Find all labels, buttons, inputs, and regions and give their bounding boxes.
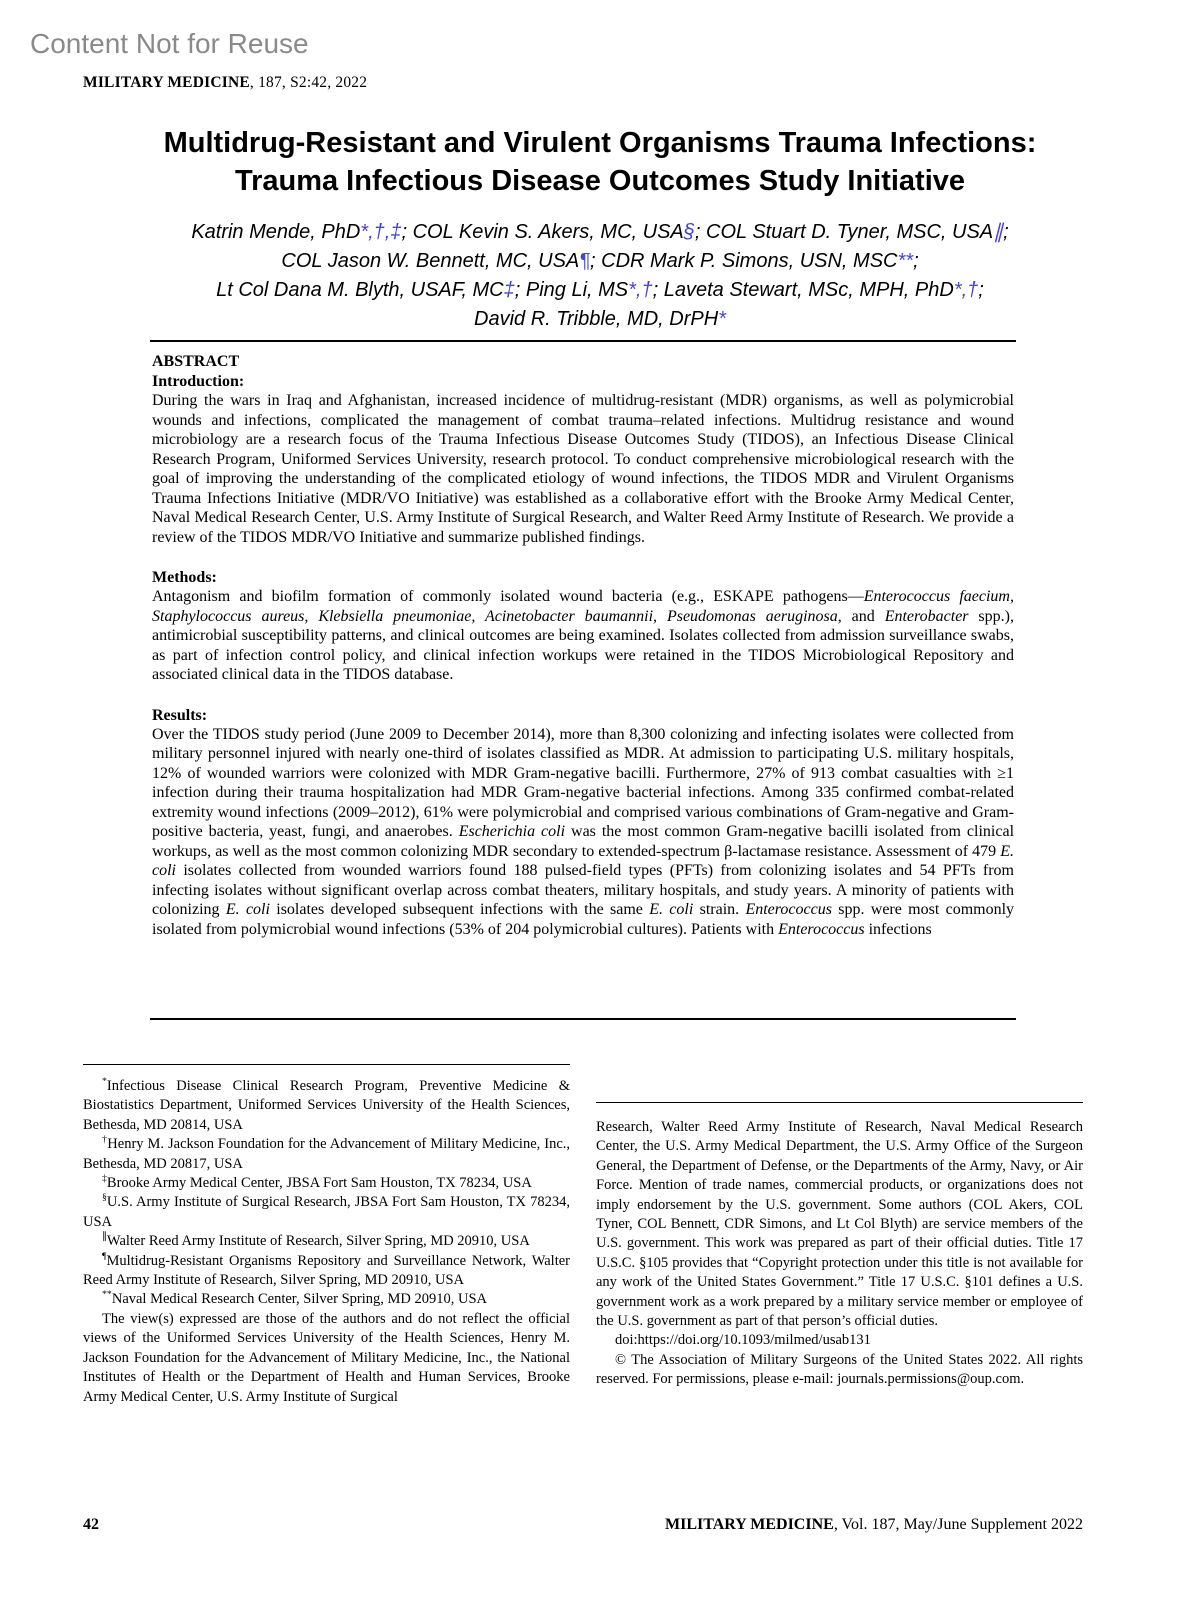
affiliation-footnote: ¶Multidrug-Resistant Organisms Repository and Surveillance Network, Walter Reed Army Institute of Research, Silver Spring, MD 20910, USA [83, 1250, 570, 1289]
author-line-3: Lt Col Dana M. Blyth, USAF, MC‡; Ping Li, MS*,†; Laveta Stewart, MSc, MPH, PhD*,†; [216, 279, 984, 301]
methods-heading: Methods: [152, 569, 217, 586]
page-number: 42 [83, 1516, 99, 1533]
journal-issue-info: , 187, S2:42, 2022 [249, 74, 368, 91]
author-line-2: COL Jason W. Bennett, MC, USA¶; CDR Mark P. Simons, USN, MSC**; [281, 250, 919, 272]
affiliation-symbol-link[interactable]: § [683, 221, 695, 243]
journal-masthead [83, 74, 367, 92]
affiliation-symbol-link[interactable]: ∥ [993, 221, 1004, 243]
affiliation-symbol-link[interactable]: ¶ [579, 250, 591, 272]
disclaimer-paragraph: The view(s) expressed are those of the authors and do not reflect the official views of the Uniformed Services University of the Health Sciences, Henry M. Jackson Foundation for the Advancement of Military Medicine, Inc., the National Institutes of Health or the Department of Health and Human Services, Brooke Army Medical Center, U.S. Army Institute of Surgical [83, 1310, 570, 1405]
results-heading: Results: [152, 706, 208, 724]
author-line-4: David R. Tribble, MD, DrPH* [474, 308, 726, 330]
footer-journal-name: MILITARY MEDICINE [665, 1516, 834, 1533]
article-title [0, 124, 1200, 200]
affiliation-footnote: ∥Walter Reed Army Institute of Research, Silver Spring, MD 20910, USA [102, 1231, 530, 1250]
disclaimer-continuation: Research, Walter Reed Army Institute of Research, Naval Medical Research Center, the U.S. Army Medical Department, the U.S. Army Office of the Surgeon General, the Department of Defense, or the Departments of the Army, Navy, or Air Force. Mention of trade names, commercial products, or organizations does not imply endorsement by the U.S. government. Some authors (COL Akers, COL Tyner, COL Bennett, CDR Simons, and Lt Col Blyth) are service members of the U.S. government. This work was prepared as part of their official duties. Title 17 U.S.C. §105 provides that “Copyright protection under this title is not available for any work of the United States Government.” Title 17 U.S.C. §101 defines a U.S. government work as a work prepared by a military service member or employee of the U.S. government as part of that person’s official duties. [596, 1119, 1083, 1330]
affiliation-footnote: ‡Brooke Army Medical Center, JBSA Fort Sam Houston, TX 78234, USA [102, 1173, 532, 1192]
doi-line: doi:https://doi.org/10.1093/milmed/usab131 [615, 1332, 871, 1349]
affiliation-symbol-link[interactable]: ** [897, 250, 914, 272]
introduction-paragraph: During the wars in Iraq and Afghanistan, increased incidence of multidrug-resistant (MDR) organisms, as well as polymicrobial wounds and infections, complicated the management of combat trauma–related infections. Multidrug resistance and wound microbiology are a research focus of the Trauma Infectious Disease Outcomes Study (TIDOS), an Infectious Disease Clinical Research Program, Uniformed Services University, research protocol. To conduct comprehensive microbiological research with the goal of improving the understanding of the complicated etiology of wound infections, the TIDOS MDR and Virulent Organisms Trauma Infections Initiative (MDR/VO Initiative) was established as a collaborative effort with the Brooke Army Medical Center, Naval Medical Research Center, U.S. Army Institute of Surgical Research, and Walter Reed Army Institute of Research. We provide a review of the TIDOS MDR/VO Initiative and summarize published findings. [152, 392, 1014, 546]
author-line-1: Katrin Mende, PhD*,†,‡; COL Kevin S. Akers, MC, USA§; COL Stuart D. Tyner, MSC, USA∥; [191, 221, 1009, 243]
affiliation-footnote: †Henry M. Jackson Foundation for the Advancement of Military Medicine, Inc., Bethesda, MD 20817, USA [83, 1134, 571, 1172]
footer-issue-info: , Vol. 187, May/June Supplement 2022 [833, 1516, 1083, 1533]
affiliation-symbol-link[interactable]: *,† [628, 279, 653, 301]
affiliation-symbol-link[interactable]: ‡ [503, 279, 515, 301]
author-list [0, 218, 1200, 334]
abstract-heading: ABSTRACT [152, 353, 240, 370]
affiliation-footnote: **Naval Medical Research Center, Silver Spring, MD 20910, USA [102, 1289, 487, 1308]
footnotes-right-column [596, 1102, 1083, 1390]
methods-paragraph: Antagonism and biofilm formation of commonly isolated wound bacteria (e.g., ESKAPE pathogens—Enterococcus faecium, Staphylococcus aureus, Klebsiella pneumoniae, Acinetobacter baumannii, Pseudomonas aeruginosa, and Enterobacter spp.), antimicrobial susceptibility patterns, and clinical outcomes are being examined. Isolates collected from admission surveillance swabs, as part of infection control policy, and clinical infection workups were retained in the TIDOS Microbiological Repository and associated clinical data in the TIDOS database. [152, 588, 1014, 683]
footnotes-area [83, 1064, 1083, 1407]
affiliation-symbol-link[interactable]: *,†,‡ [360, 221, 402, 243]
article-title-line-2: Trauma Infectious Disease Outcomes Study Initiative [234, 165, 966, 197]
results-paragraph: Over the TIDOS study period (June 2009 to December 2014), more than 8,300 colonizing and infecting isolates were collected from military personnel injured with nearly one-third of isolates classified as MDR. At admission to participating U.S. military hospitals, 12% of wounded warriors were colonized with MDR Gram-negative bacilli. Furthermore, 27% of 913 combat casualties with ≥1 infection during their trauma hospitalization had MDR Gram-negative bacterial infections. Among 335 confirmed combat-related extremity wound infections (2009–2012), 61% were polymicrobial and comprised various combinations of Gram-negative and Gram-positive bacteria, yeast, fungi, and anaerobes. Escherichia coli was the most common Gram-negative bacilli isolated from clinical workups, as well as the most common colonizing MDR secondary to extended-spectrum β-lactamase resistance. Assessment of 479 E. coli isolates collected from wounded warriors found 188 pulsed-field types (PFTs) from colonizing isolates and 54 PFTs from infecting isolates without significant overlap across combat theaters, military hospitals, and study years. A minority of patients with colonizing E. coli isolates developed subsequent infections with the same E. coli strain. Enterococcus spp. were most commonly isolated from polymicrobial wound infections (53% of 204 polymicrobial cultures). Patients with Enterococcus infections [152, 725, 1015, 938]
journal-name: MILITARY MEDICINE [83, 74, 250, 91]
copyright-notice: © The Association of Military Surgeons of the United States 2022. All rights reserved. For permissions, please e-mail: journals.permissions@oup.com. [596, 1351, 1083, 1388]
affiliation-symbol-link[interactable]: * [718, 308, 726, 330]
content-not-for-reuse-watermark: Content Not for Reuse [30, 28, 309, 59]
abstract-section [150, 340, 1016, 1020]
footnotes-left-column [83, 1064, 570, 1407]
article-title-line-1: Multidrug-Resistant and Virulent Organisms Trauma Infections: [163, 127, 1037, 159]
affiliation-footnote: *Infectious Disease Clinical Research Program, Preventive Medicine & Biostatistics Department, Uniformed Services University of the Health Sciences, Bethesda, MD 20814, USA [83, 1076, 570, 1133]
running-footer [665, 1516, 1083, 1534]
introduction-heading: Introduction: [152, 373, 245, 390]
affiliation-symbol-link[interactable]: *,† [953, 279, 979, 301]
affiliation-footnote: §U.S. Army Institute of Surgical Research, JBSA Fort Sam Houston, TX 78234, USA [83, 1192, 570, 1230]
page-footer [83, 1516, 1083, 1534]
